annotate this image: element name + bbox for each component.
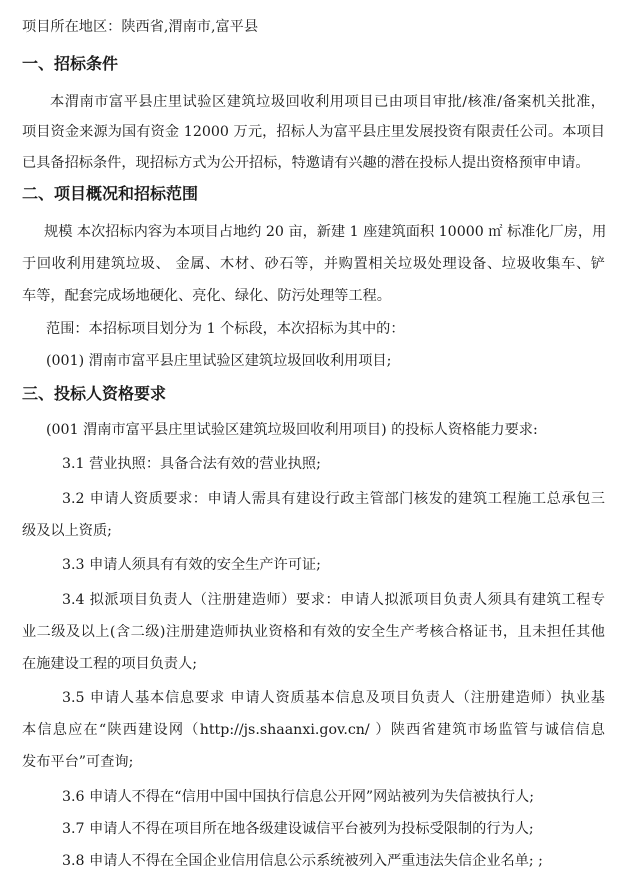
section-heading-bidder-qualification: 三、投标人资格要求	[22, 384, 167, 403]
paragraph-line: 本渭南市富平县庄里试验区建筑垃圾回收利用项目已由项目审批/核准/备案机关批准，	[50, 94, 605, 110]
qualification-item: 3.4 拟派项目负责人（注册建造师）要求：申请人拟派项目负责人须具有建筑工程专	[62, 592, 605, 608]
qualification-item-cont: 在施建设工程的项目负责人;	[22, 656, 198, 672]
qualification-item: 3.5 申请人基本信息要求 申请人资质基本信息及项目负责人（注册建造师）执业基	[62, 690, 605, 706]
qualification-intro: (001 渭南市富平县庄里试验区建筑垃圾回收利用项目) 的投标人资格能力要求:	[46, 422, 538, 438]
paragraph-line: 项目资金来源为国有资金 12000 万元，招标人为富平县庄里发展投资有限责任公司。本项目	[22, 124, 605, 140]
qualification-item-cont: 业二级及以上(含二级)注册建造师执业资格和有效的安全生产考核合格证书，且未担任其他	[22, 624, 605, 640]
qualification-item-cont: 本信息应在“陕西建设网（http://js.shaanxi.gov.cn/ ）陕西省建筑市场监管与诚信信息	[22, 722, 605, 738]
paragraph-line: 已具备招标条件，现招标方式为公开招标，特邀请有兴趣的潜在投标人提出资格预审申请。	[22, 155, 590, 171]
lot-line: (001) 渭南市富平县庄里试验区建筑垃圾回收利用项目;	[46, 353, 392, 369]
paragraph-line: 于回收利用建筑垃圾、 金属、木材、砂石等，并购置相关垃圾处理设备、垃圾收集车、铲	[22, 256, 605, 272]
qualification-item: 3.7 申请人不得在项目所在地各级建设诚信平台被列为投标受限制的行为人;	[62, 821, 534, 837]
paragraph-line: 规模 本次招标内容为本项目占地约 20 亩，新建 1 座建筑面积 10000 ㎡ 标准化厂房，用	[44, 224, 607, 240]
section-heading-project-overview: 二、项目概况和招标范围	[22, 184, 199, 203]
qualification-item-cont: 级及以上资质;	[22, 523, 112, 539]
qualification-item: 3.6 申请人不得在“信用中国中国执行信息公开网”网站被列为失信被执行人;	[62, 789, 534, 805]
project-location-line: 项目所在地区：陕西省,渭南市,富平县	[22, 19, 259, 35]
section-heading-bidding-conditions: 一、招标条件	[22, 54, 119, 73]
scope-line: 范围：本招标项目划分为 1 个标段，本次招标为其中的：	[46, 321, 405, 337]
qualification-item: 3.2 申请人资质要求：申请人需具有建设行政主管部门核发的建筑工程施工总承包三	[62, 491, 605, 507]
qualification-item-cont: 发布平台”可查询;	[22, 754, 134, 770]
paragraph-line: 车等，配套完成场地硬化、亮化、绿化、防污处理等工程。	[22, 288, 391, 304]
qualification-item: 3.1 营业执照：具备合法有效的营业执照;	[62, 456, 321, 472]
qualification-item: 3.3 申请人须具有有效的安全生产许可证;	[62, 557, 321, 573]
qualification-item: 3.8 申请人不得在全国企业信用信息公示系统被列入严重违法失信企业名单; ;	[62, 853, 543, 869]
